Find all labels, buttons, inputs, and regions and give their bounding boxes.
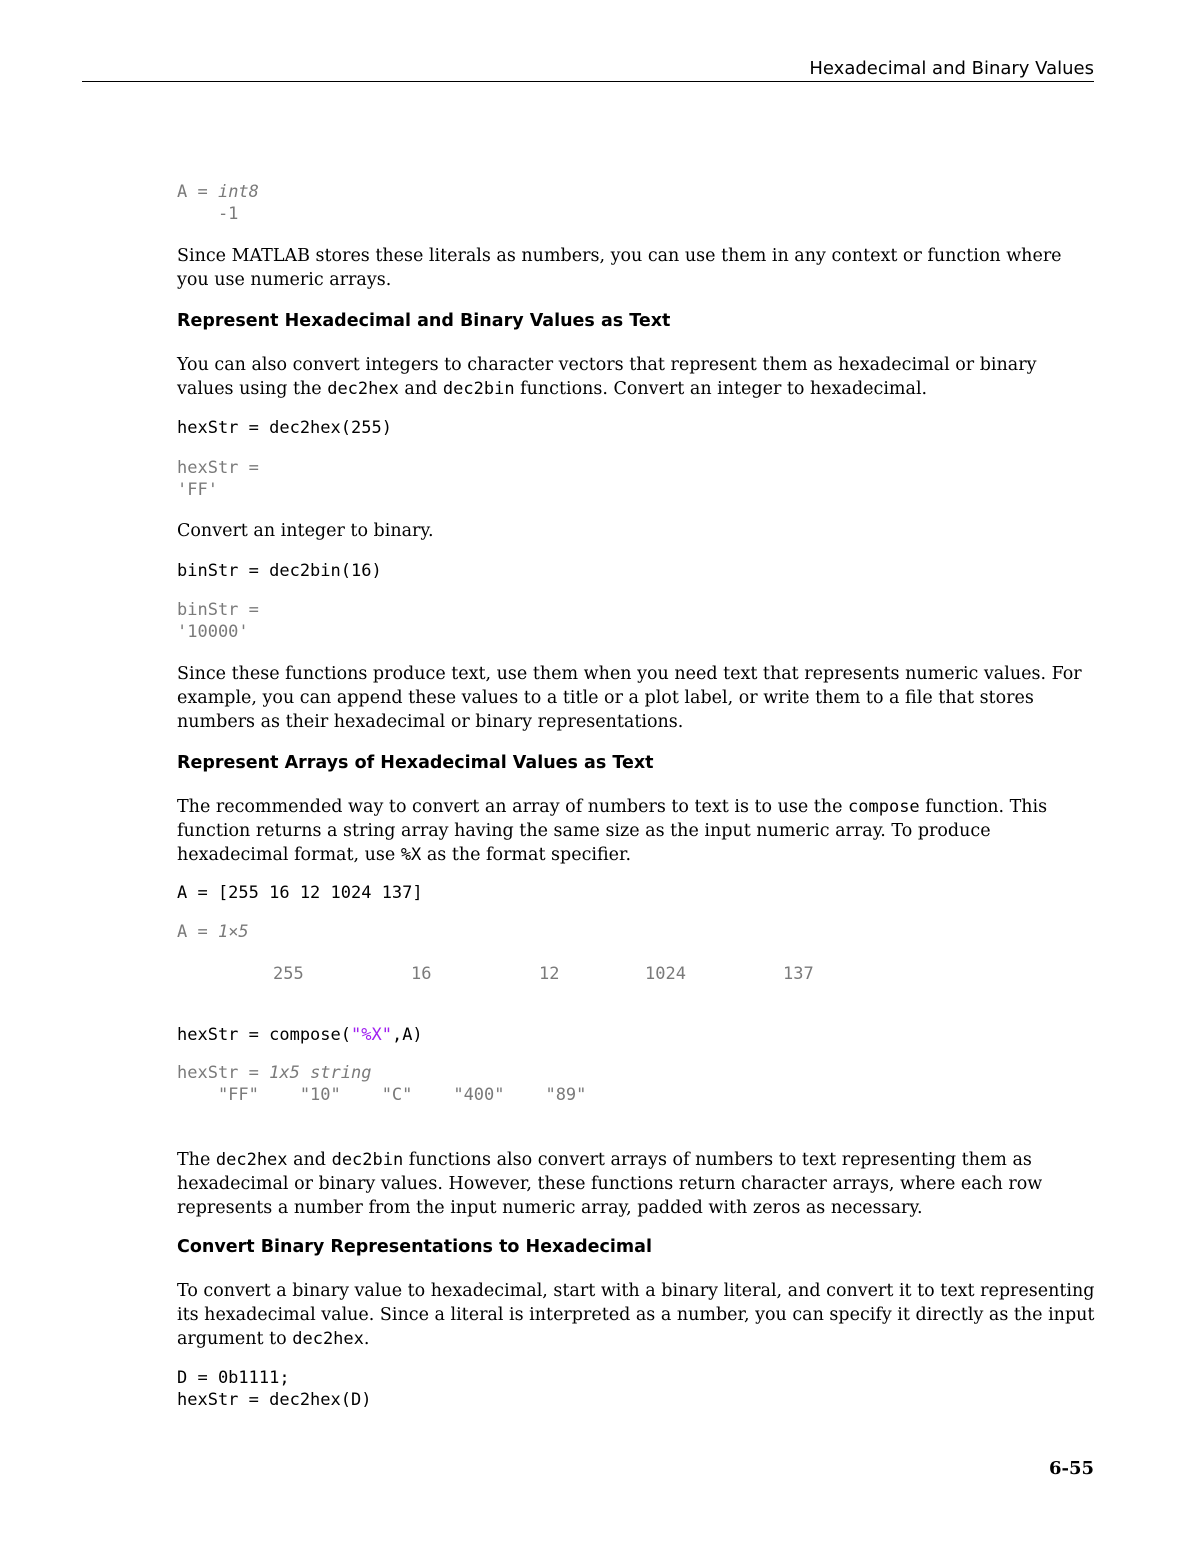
output-binstr	[177, 599, 1097, 643]
output-array-values	[177, 963, 1097, 985]
paragraph-literals: Since MATLAB stores these literals as numbers, you can use them in any context or function where you use numeric arrays.	[177, 246, 1062, 290]
paragraph-text: and	[398, 379, 443, 399]
inline-code: dec2bin	[442, 379, 515, 399]
output-value: -1	[177, 204, 239, 224]
code-line: hexStr = dec2hex(D)	[177, 1390, 372, 1410]
section-heading-binary-to-hex: Convert Binary Representations to Hexadecimal	[177, 1237, 652, 1257]
output-int8	[177, 181, 1097, 225]
paragraph-usage: Since these functions produce text, use them when you need text that represents numeric values. For example, you can append these values to a title or a plot label, or write them to a file that stores numbers as their hexadecimal or binary representations.	[177, 664, 1082, 732]
inline-code: compose	[848, 797, 920, 817]
code-dec2hex: hexStr = dec2hex(255)	[177, 418, 392, 438]
paragraph-text: You can also convert integers to character vectors that represent them as hexadecimal or binary values using the	[177, 355, 1037, 399]
output-line: A =	[177, 922, 218, 942]
code-line: D = 0b1111;	[177, 1368, 290, 1388]
paragraph-text: and	[287, 1150, 332, 1170]
page-number: 6-55	[1048, 1458, 1094, 1479]
section-heading-arrays: Represent Arrays of Hexadecimal Values as Text	[177, 753, 654, 773]
code-binary-literal	[177, 1367, 1097, 1411]
output-compose	[177, 1062, 1097, 1106]
array-value: 137	[783, 964, 814, 984]
output-array-header	[177, 921, 1097, 943]
running-header-title: Hexadecimal and Binary Values	[809, 58, 1094, 79]
output-value: "FF" "10" "C" "400" "89"	[177, 1085, 587, 1105]
code-string-literal: "%X"	[351, 1025, 392, 1045]
paragraph-text: The	[177, 1150, 216, 1170]
section-heading-text: Represent Hexadecimal and Binary Values as Text	[177, 311, 671, 331]
array-value: 16	[411, 964, 432, 984]
paragraph-binary-literal	[177, 1279, 1097, 1351]
inline-code: dec2hex	[215, 1150, 288, 1170]
paragraph-compose	[177, 795, 1097, 867]
paragraph-text: as the format specifier.	[421, 845, 632, 865]
header-rule	[82, 81, 1094, 82]
array-value: 255	[273, 964, 304, 984]
inline-code: dec2hex	[327, 379, 399, 399]
paragraph-convert-text	[177, 353, 1097, 401]
output-size: 1×5	[217, 922, 249, 942]
code-text: ,A)	[391, 1025, 423, 1045]
paragraph-text: function. This function returns a string array having the same size as the input numeric array. To produce hexadecimal format, use	[177, 797, 1048, 865]
output-type: int8	[217, 182, 259, 202]
paragraph-text: .	[363, 1329, 370, 1349]
output-line: hexStr =	[177, 458, 270, 478]
paragraph-text: functions. Convert an integer to hexadecimal.	[514, 379, 928, 399]
inline-code: dec2hex	[292, 1329, 364, 1349]
output-line: hexStr =	[177, 1063, 270, 1083]
array-value: 12	[539, 964, 560, 984]
code-text: hexStr = compose(	[177, 1025, 351, 1045]
paragraph-char-arrays	[177, 1148, 1097, 1220]
output-hexstr	[177, 457, 1097, 501]
output-value: 'FF'	[177, 480, 218, 500]
paragraph-text: The recommended way to convert an array of numbers to text is to use the	[177, 797, 849, 817]
paragraph-text: To convert a binary value to hexadecimal, start with a binary literal, and convert it to text representing its hexadecimal value. Since a literal is interpreted as a number, you can specify it directly as the input argument to	[177, 1281, 1095, 1349]
code-dec2bin: binStr = dec2bin(16)	[177, 561, 382, 581]
inline-code: dec2bin	[331, 1150, 404, 1170]
paragraph-text: functions also convert arrays of numbers to text representing them as hexadecimal or binary values. However, these functions return character arrays, where each row represents a number from the input numeric array, padded with zeros as necessary.	[177, 1150, 1043, 1218]
code-compose	[177, 1024, 1097, 1046]
array-value: 1024	[645, 964, 686, 984]
output-value: '10000'	[177, 622, 249, 642]
output-line: A =	[177, 182, 218, 202]
code-array: A = [255 16 12 1024 137]	[177, 883, 423, 903]
output-line: binStr =	[177, 600, 270, 620]
output-type: 1x5 string	[269, 1063, 372, 1083]
paragraph-binary: Convert an integer to binary.	[177, 521, 434, 541]
inline-code: %X	[400, 845, 422, 865]
